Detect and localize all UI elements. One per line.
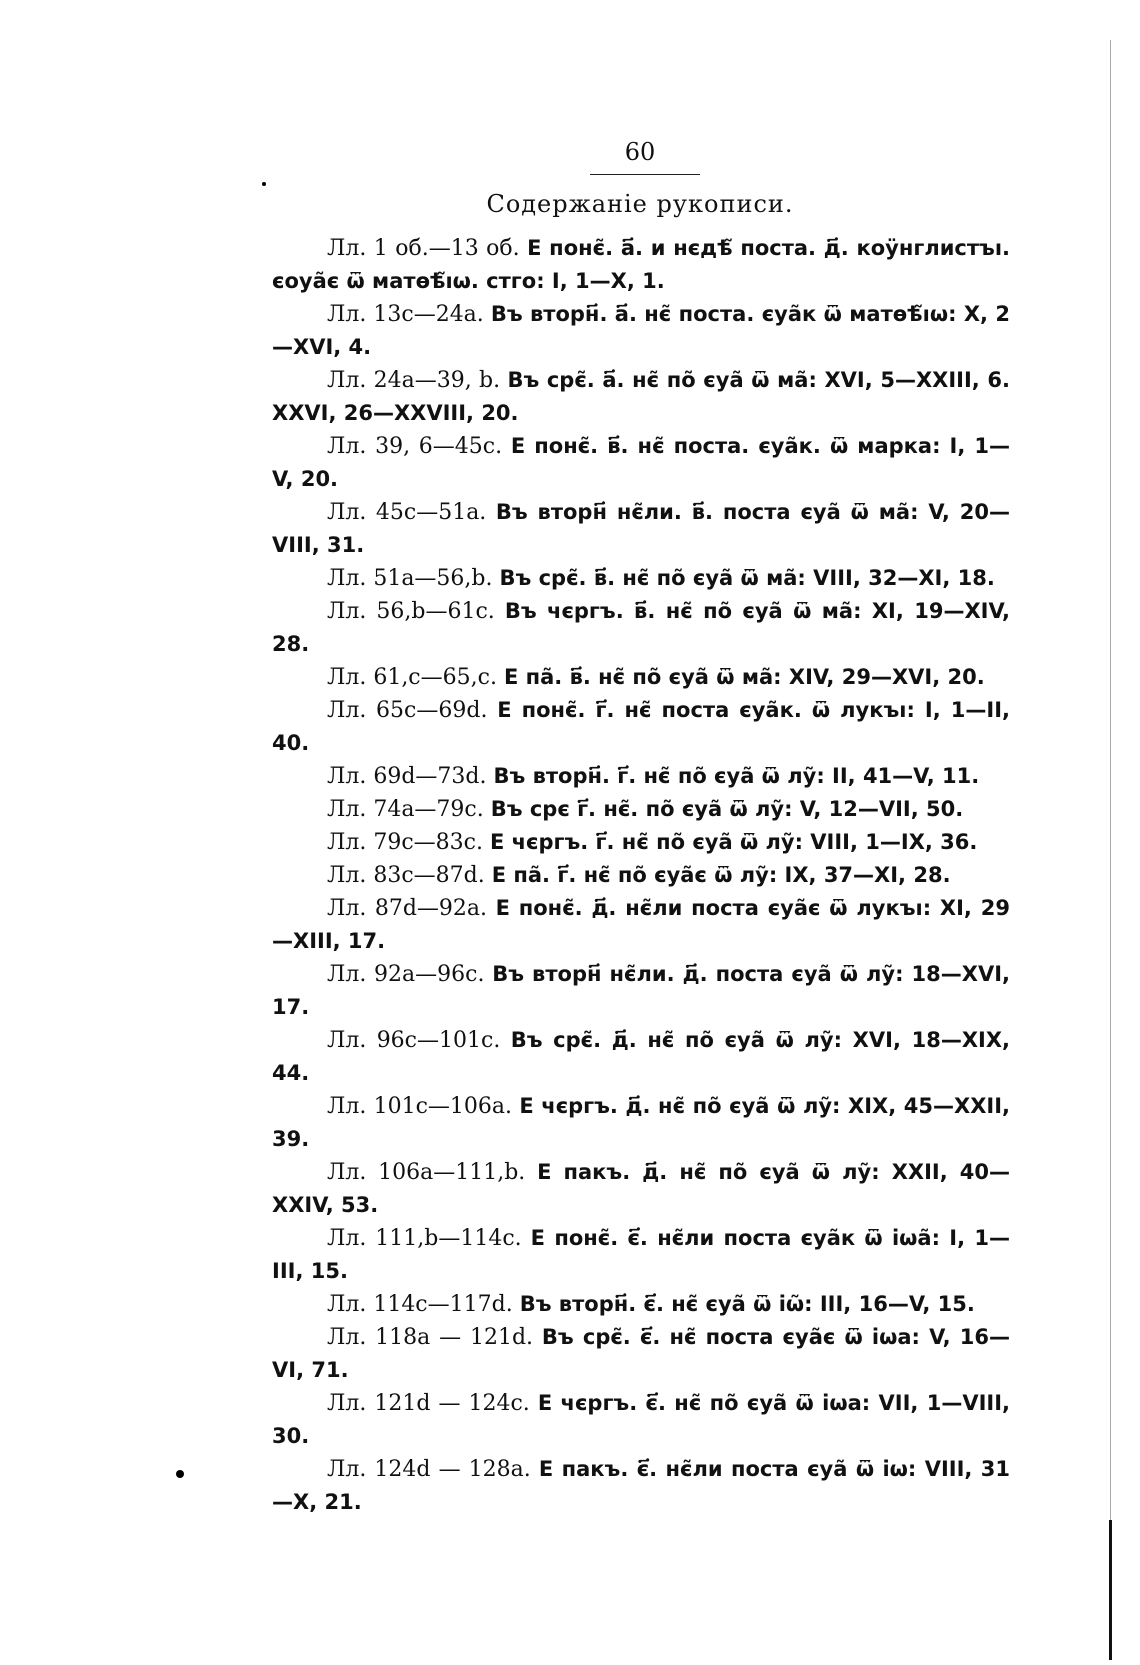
leaf-reference: Лл. 118a — 121d.	[327, 1325, 534, 1350]
contents-entry	[272, 1321, 1010, 1387]
entry-text: Въ срє̃. а҃. нє̃ по̃ єуа̃ ѿ ма̃: XVI, 5—XXIII, 6. XXVI, 26—XXVIII, 20.	[272, 368, 1010, 425]
ink-speck	[262, 182, 266, 186]
contents-entry	[272, 364, 1010, 430]
contents-entry	[272, 562, 1010, 595]
contents-entry	[272, 232, 1010, 298]
entry-text: Въ срє г҃. нє̃. по̃ єуа̃ ѿ лу̃: V, 12—VII, 50.	[490, 797, 964, 821]
contents-entry	[272, 1453, 1010, 1519]
leaf-reference: Лл. 106a—111,b.	[327, 1160, 526, 1185]
leaf-reference: Лл. 51a—56,b.	[327, 566, 493, 591]
entry-text: Въ срє̃. д҃. нє̃ по̃ єуа̃ ѿ лу̃: XVI, 18—XIX, 44.	[272, 1028, 1010, 1085]
contents-entry	[272, 1024, 1010, 1090]
entry-text: Е понє̃. д҃. нє̃ли поста єуа̃є ѿ лукъı: XI, 29—XIII, 17.	[272, 896, 1010, 953]
contents-entry	[272, 1387, 1010, 1453]
entry-text: Въ вторн҃ нє̃ли. д҃. поста єуа̃ ѿ лу̃: 18—XVI, 17.	[272, 962, 1010, 1019]
page-number-underline	[590, 174, 700, 175]
entry-text: Въ чєргъ. в҃. нє̃ по̃ єуа̃ ѿ ма̃: XI, 19—XIV, 28.	[272, 599, 1010, 656]
leaf-reference: Лл. 39, 6—45c.	[327, 434, 503, 459]
leaf-reference: Лл. 1 об.—13 об.	[327, 236, 520, 261]
contents-entry	[272, 1090, 1010, 1156]
page-edge-rule-dark	[1109, 1520, 1112, 1660]
contents-entry	[272, 496, 1010, 562]
entry-text: Е чєргъ. є҃. нє̃ по̃ єуа̃ ѿ іѡа: VII, 1—VIII, 30.	[272, 1391, 1011, 1448]
entry-text: Е па̃. г҃. нє̃ по̃ єуа̃є ѿ лу̃: IX, 37—XI, 28.	[491, 863, 951, 887]
contents-entry	[272, 892, 1010, 958]
section-heading: Содержаніе рукописи.	[486, 190, 794, 218]
leaf-reference: Лл. 65c—69d.	[327, 698, 488, 723]
entry-text: Въ срє̃. в҃. нє̃ по̃ єуа̃ ѿ ма̃: VIII, 32—XI, 18.	[499, 566, 995, 590]
leaf-reference: Лл. 24a—39, b.	[327, 368, 501, 393]
leaf-reference: Лл. 124d — 128a.	[327, 1457, 531, 1482]
leaf-reference: Лл. 96c—101c.	[327, 1028, 501, 1053]
entry-text: Е пакъ. д҃. нє̃ по̃ єуа̃ ѿ лу̃: XXII, 40—XXIV, 53.	[272, 1160, 1010, 1217]
leaf-reference: Лл. 79c—83c.	[327, 830, 483, 855]
entry-text: Е пакъ. є҃. нє̃ли поста єуа̃ ѿ іѡ: VIII, 31—X, 21.	[272, 1457, 1011, 1514]
contents-entry	[272, 1222, 1010, 1288]
entry-text: Въ вторн҃. а҃. нє̃ поста. єуа̃к ѿ матѳѣ̃ıѡ: X, 2—XVI, 4.	[272, 302, 1010, 359]
leaf-reference: Лл. 83c—87d.	[327, 863, 485, 888]
entry-text: Е па̃. в҃. нє̃ по̃ єуа̃ ѿ ма̃: XIV, 29—XVI, 20.	[503, 665, 985, 689]
leaf-reference: Лл. 101c—106a.	[327, 1094, 513, 1119]
leaf-reference: Лл. 45c—51a.	[327, 500, 487, 525]
contents-entry	[272, 793, 1010, 826]
leaf-reference: Лл. 111,b—114c.	[327, 1226, 522, 1251]
leaf-reference: Лл. 56,b—61c.	[327, 599, 495, 624]
entry-text: Е чєргъ. г҃. нє̃ по̃ єуа̃ ѿ лу̃: VIII, 1—IX, 36.	[489, 830, 978, 854]
contents-entry	[272, 859, 1010, 892]
contents-entry	[272, 661, 1010, 694]
entry-text: Въ срє̃. є҃. нє̃ поста єуа̃є ѿ іѡа: V, 16—VI, 71.	[272, 1325, 1011, 1382]
contents-entry	[272, 958, 1010, 1024]
leaf-reference: Лл. 13c—24a.	[327, 302, 484, 327]
contents-entry	[272, 298, 1010, 364]
leaf-reference: Лл. 69d—73d.	[327, 764, 487, 789]
entry-text: Е понє̃. а҃. и нєдѣ̃ поста. д҃. коӱнглистъı. єоуа̃є ѿ матѳѣ̃ıѡ. стго: I, 1—X, 1.	[272, 236, 1011, 293]
entry-text: Въ вторн҃. г҃. нє̃ по̃ єуа̃ ѿ лу̃: II, 41—V, 11.	[493, 764, 980, 788]
ink-speck	[176, 1470, 184, 1478]
entry-text: Въ вторн҃. є҃. нє̃ єуа̃ ѿ іѡ̃: III, 16—V, 15.	[519, 1292, 975, 1316]
contents-entry	[272, 760, 1010, 793]
leaf-reference: Лл. 61,c—65,c.	[327, 665, 497, 690]
entry-text: Е понє̃. в҃. нє̃ поста. єуа̃к. ѿ марка: I, 1—V, 20.	[272, 434, 1010, 491]
leaf-reference: Лл. 74a—79c.	[327, 797, 484, 822]
leaf-reference: Лл. 92a—96c.	[327, 962, 485, 987]
manuscript-contents-list	[272, 232, 1010, 1519]
page-edge-rule	[1110, 40, 1111, 1660]
entry-text: Въ вторн҃ нє̃ли. в҃. поста єуа̃ ѿ ма̃: V, 20—VIII, 31.	[272, 500, 1010, 557]
entry-text: Е понє̃. г҃. нє̃ поста єуа̃к. ѿ лукъı: I, 1—II, 40.	[272, 698, 1010, 755]
contents-entry	[272, 595, 1010, 661]
leaf-reference: Лл. 87d—92a.	[327, 896, 488, 921]
page-number: 60	[624, 138, 656, 166]
contents-entry	[272, 826, 1010, 859]
leaf-reference: Лл. 121d — 124c.	[327, 1391, 530, 1416]
entry-text: Е понє̃. є҃. нє̃ли поста єуа̃к ѿ іѡа̃: I, 1—III, 15.	[272, 1226, 1010, 1283]
contents-entry	[272, 1288, 1010, 1321]
leaf-reference: Лл. 114c—117d.	[327, 1292, 513, 1317]
contents-entry	[272, 430, 1010, 496]
entry-text: Е чєргъ. д҃. нє̃ по̃ єуа̃ ѿ лу̃: XIX, 45—XXII, 39.	[272, 1094, 1011, 1151]
contents-entry	[272, 694, 1010, 760]
contents-entry	[272, 1156, 1010, 1222]
